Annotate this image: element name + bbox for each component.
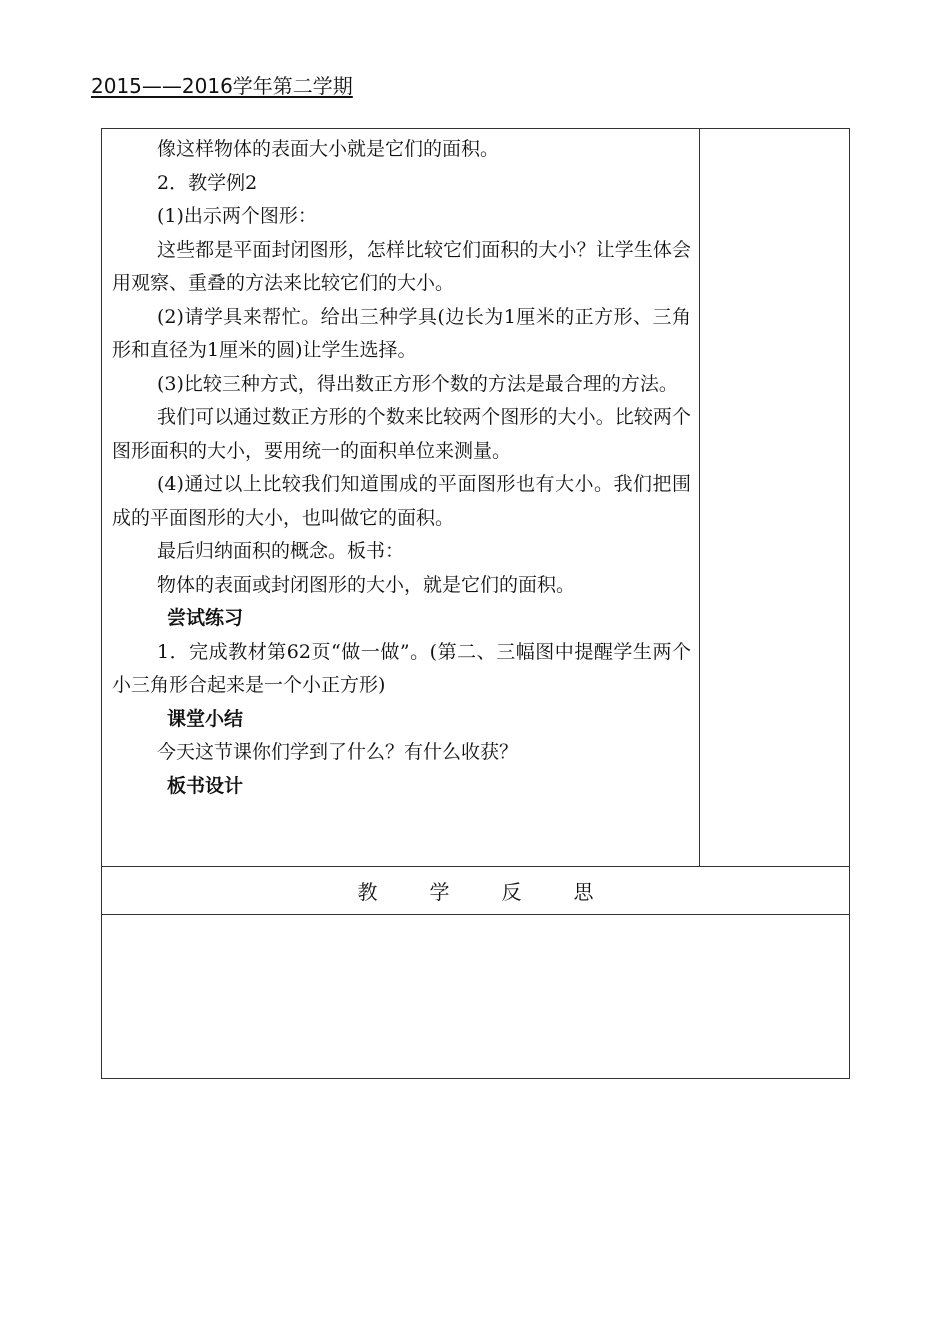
reflection-title-cell bbox=[102, 867, 850, 915]
reflection-char: 思 bbox=[573, 880, 594, 904]
practice-paragraph: 1．完成教材第62页“做一做”。(第二、三幅图中提醒学生两个小三角形合起来是一个小正方形) bbox=[112, 640, 691, 696]
lesson-content-cell bbox=[102, 129, 700, 867]
summary-line: 今天这节课你们学到了什么？有什么收获？ bbox=[157, 741, 519, 763]
reflection-title bbox=[102, 876, 849, 905]
reflection-body-cell bbox=[102, 915, 850, 1079]
text-paragraph: 我们可以通过数正方形的个数来比较两个图形的大小。比较两个图形面积的大小，要用统一的面积单位来测量。 bbox=[112, 406, 691, 462]
lesson-table bbox=[101, 128, 850, 1079]
heading-practice: 尝试练习 bbox=[167, 607, 244, 629]
text-paragraph: 这些都是平面封闭图形，怎样比较它们面积的大小？让学生体会用观察、重叠的方法来比较它们的大小。 bbox=[112, 238, 691, 294]
heading-board-design: 板书设计 bbox=[167, 774, 244, 797]
notes-cell bbox=[700, 129, 850, 867]
heading-summary: 课堂小结 bbox=[167, 707, 244, 730]
text-paragraph: (3)比较三种方式，得出数正方形个数的方法是最合理的方法。 bbox=[157, 372, 678, 395]
reflection-char: 反 bbox=[501, 880, 522, 904]
reflection-char: 学 bbox=[429, 880, 450, 904]
definition-line: 物体的表面或封闭图形的大小，就是它们的面积。 bbox=[157, 573, 576, 596]
text-paragraph: (2)请学具来帮忙。给出三种学具(边长为1厘米的正方形、三角形和直径为1厘米的圆)让学生选择。 bbox=[112, 305, 691, 361]
term-header: 2015——2016学年第二学期 bbox=[91, 74, 353, 98]
text-paragraph: (4)通过以上比较我们知道围成的平面图形也有大小。我们把围成的平面图形的大小，也叫做它的面积。 bbox=[112, 473, 691, 529]
reflection-char: 教 bbox=[357, 880, 378, 904]
example-title: 2．教学例2 bbox=[157, 171, 258, 194]
text-line: 像这样物体的表面大小就是它们的面积。 bbox=[157, 138, 500, 160]
text-line: 最后归纳面积的概念。板书： bbox=[157, 540, 405, 562]
text-line: (1)出示两个图形： bbox=[157, 205, 317, 227]
